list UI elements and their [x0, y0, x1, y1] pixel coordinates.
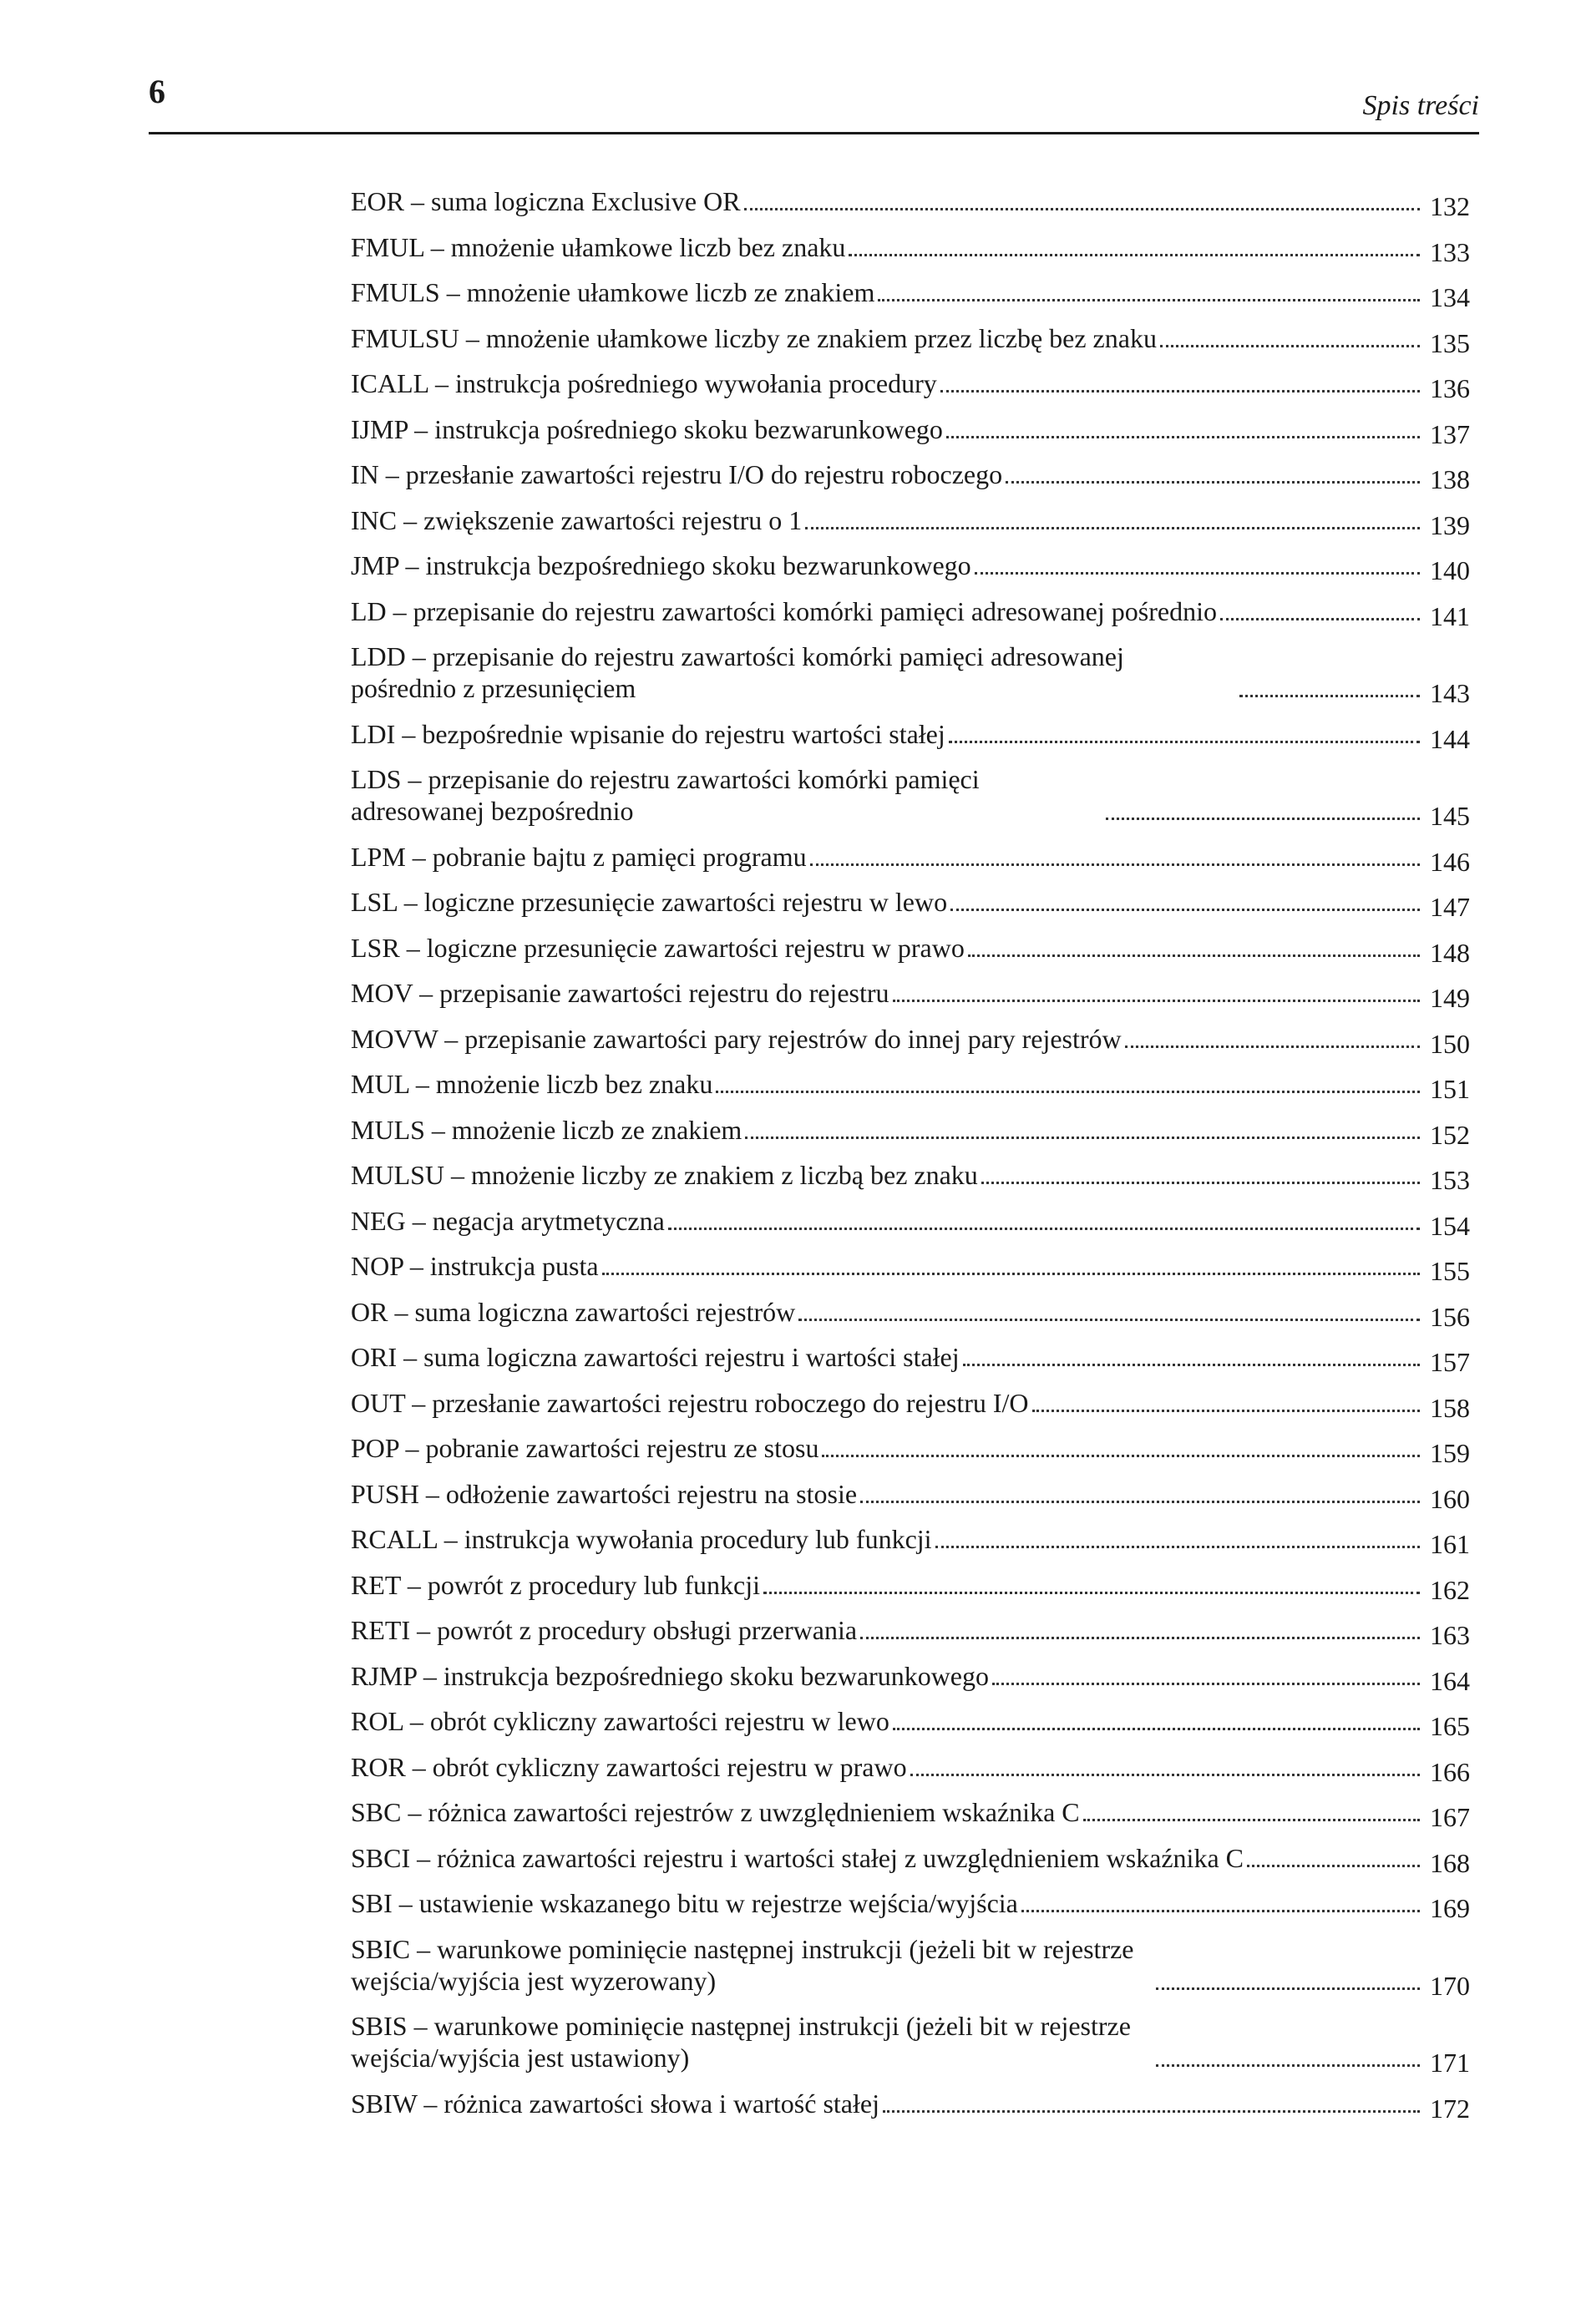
toc-dot-leader	[1156, 1987, 1420, 1990]
toc-entry-text: SBCI – różnica zawartości rejestru i wartości stałej z uwzględnieniem wskaźnika C	[351, 1842, 1244, 1873]
toc-entry-text: POP – pobranie zawartości rejestru ze stosu	[351, 1433, 819, 1463]
toc-dot-leader	[860, 1501, 1420, 1503]
toc-entry-text: OUT – przesłanie zawartości rejestru roboczego do rejestru I/O	[351, 1387, 1029, 1418]
toc-entry-text: LSR – logiczne przesunięcie zawartości rejestru w prawo	[351, 932, 965, 963]
toc-entry-sbi	[351, 1887, 1470, 1923]
toc-dot-leader	[1021, 1910, 1420, 1912]
toc-dot-leader	[878, 299, 1420, 301]
toc-entry-rcall	[351, 1523, 1470, 1559]
toc-entry-text: INC – zwiększenie zawartości rejestru o 1	[351, 504, 803, 535]
toc-entry-fmul	[351, 231, 1470, 267]
toc-entry-reti	[351, 1614, 1470, 1650]
toc-dot-leader	[1156, 2064, 1420, 2067]
toc-dot-leader	[1032, 1410, 1420, 1412]
toc-entry-ijmp	[351, 413, 1470, 449]
toc-page-number: 145	[1430, 801, 1470, 831]
toc-entry-text: MOVW – przepisanie zawartości pary rejestrów do innej pary rejestrów	[351, 1023, 1122, 1054]
toc-dot-leader	[602, 1273, 1420, 1275]
toc-entry-rjmp	[351, 1660, 1470, 1696]
toc-page-number: 166	[1430, 1756, 1470, 1787]
toc-entry-text: SBIW – różnica zawartości słowa i wartość stałej	[351, 2088, 879, 2119]
toc-dot-leader	[716, 1091, 1420, 1093]
toc-dot-leader	[910, 1774, 1420, 1776]
toc-entry-lpm	[351, 841, 1470, 877]
toc-dot-leader	[893, 1000, 1420, 1002]
toc-entry-icall	[351, 367, 1470, 403]
toc-page-number: 134	[1430, 282, 1470, 312]
toc-dot-leader	[893, 1728, 1420, 1730]
toc-entry-text: LDD – przepisanie do rejestru zawartości komórki pamięci adresowanej pośrednio z przesunięciem	[351, 641, 1124, 703]
toc-dot-leader	[668, 1228, 1420, 1230]
toc-entry-text: IN – przesłanie zawartości rejestru I/O do rejestru roboczego	[351, 459, 1003, 489]
toc-entry-text: LSL – logiczne przesunięcie zawartości rejestru w lewo	[351, 887, 948, 917]
toc-dot-leader	[860, 1637, 1420, 1639]
toc-entry-jmp	[351, 549, 1470, 585]
toc-entry-sbis	[351, 2010, 1470, 2078]
toc-page-number: 144	[1430, 723, 1470, 754]
toc-entry-push	[351, 1478, 1470, 1514]
running-title: Spis treści	[1362, 90, 1479, 121]
toc-page-number: 171	[1430, 2048, 1470, 2078]
toc-page-number: 164	[1430, 1665, 1470, 1696]
toc-page-number: 162	[1430, 1574, 1470, 1605]
toc-dot-leader	[1160, 345, 1420, 347]
toc-page-number: 156	[1430, 1301, 1470, 1332]
toc-dot-leader	[883, 2110, 1420, 2113]
toc-page-number: 165	[1430, 1711, 1470, 1741]
toc-page-number: 168	[1430, 1847, 1470, 1878]
toc-entry-text: MULSU – mnożenie liczby ze znakiem z liczbą bez znaku	[351, 1160, 978, 1190]
toc-page-number: 160	[1430, 1483, 1470, 1514]
toc-dot-leader	[849, 254, 1420, 256]
toc-entry-inc	[351, 504, 1470, 540]
toc-entry-or	[351, 1296, 1470, 1332]
toc-dot-leader	[992, 1683, 1420, 1685]
toc-dot-leader	[745, 1137, 1420, 1139]
toc-entry-text: ORI – suma logiczna zawartości rejestru i wartości stałej	[351, 1342, 960, 1372]
toc-entry-text: NEG – negacja arytmetyczna	[351, 1205, 665, 1236]
toc-entry-text: SBC – różnica zawartości rejestrów z uwzględnieniem wskaźnika C	[351, 1797, 1080, 1827]
toc-dot-leader	[798, 1319, 1420, 1321]
toc-entry-movw	[351, 1023, 1470, 1059]
toc-entry-text: FMULSU – mnożenie ułamkowe liczby ze znakiem przez liczbę bez znaku	[351, 322, 1157, 353]
toc-entry-sbiw	[351, 2088, 1470, 2124]
toc-entry-mulsu	[351, 1159, 1470, 1195]
toc-entry-rol	[351, 1705, 1470, 1741]
toc-page-number: 132	[1430, 191, 1470, 221]
toc-entry-text: NOP – instrukcja pusta	[351, 1251, 599, 1281]
toc-page-number: 154	[1430, 1210, 1470, 1241]
toc-entry-text: LDI – bezpośrednie wpisanie do rejestru wartości stałej	[351, 718, 945, 749]
toc-dot-leader	[1239, 695, 1420, 697]
toc-page-number: 149	[1430, 983, 1470, 1013]
toc-entry-text: JMP – instrukcja bezpośredniego skoku bezwarunkowego	[351, 550, 971, 580]
toc-page-number: 148	[1430, 937, 1470, 968]
toc-page-number: 172	[1430, 2093, 1470, 2124]
toc-page-number: 133	[1430, 236, 1470, 267]
toc-dot-leader	[805, 527, 1420, 529]
toc-page-number: 155	[1430, 1256, 1470, 1286]
toc-page-number: 163	[1430, 1620, 1470, 1650]
toc-entry-text: LD – przepisanie do rejestru zawartości komórki pamięci adresowanej pośrednio	[351, 595, 1217, 626]
toc-page-number: 137	[1430, 418, 1470, 449]
toc-dot-leader	[949, 741, 1420, 743]
toc-dot-leader	[744, 208, 1420, 210]
toc-entry-text: PUSH – odłożenie zawartości rejestru na stosie	[351, 1478, 858, 1509]
table-of-contents	[351, 185, 1470, 2133]
toc-page-number: 170	[1430, 1970, 1470, 2001]
toc-dot-leader	[1220, 618, 1420, 620]
toc-dot-leader	[935, 1546, 1420, 1548]
toc-entry-text: RJMP – instrukcja bezpośredniego skoku bezwarunkowego	[351, 1660, 989, 1691]
toc-entry-lds	[351, 763, 1470, 831]
toc-dot-leader	[1125, 1046, 1420, 1048]
toc-page-number: 141	[1430, 600, 1470, 631]
toc-entry-fmulsu	[351, 322, 1470, 358]
toc-entry-mov	[351, 977, 1470, 1013]
toc-entry-text: ROL – obrót cykliczny zawartości rejestru w lewo	[351, 1706, 889, 1736]
toc-entry-sbic	[351, 1933, 1470, 2001]
toc-entry-text: SBI – ustawienie wskazanego bitu w rejestrze wejścia/wyjścia	[351, 1888, 1018, 1918]
toc-page-number: 146	[1430, 846, 1470, 877]
toc-entry-text: IJMP – instrukcja pośredniego skoku bezwarunkowego	[351, 413, 943, 444]
toc-entry-text: MOV – przepisanie zawartości rejestru do rejestru	[351, 978, 889, 1008]
toc-entry-text: ROR – obrót cykliczny zawartości rejestru w prawo	[351, 1751, 907, 1782]
toc-dot-leader	[968, 954, 1420, 957]
toc-entry-neg	[351, 1205, 1470, 1241]
toc-dot-leader	[810, 863, 1420, 866]
toc-page-number: 167	[1430, 1802, 1470, 1832]
toc-page-number: 158	[1430, 1392, 1470, 1423]
toc-page-number: 159	[1430, 1438, 1470, 1468]
toc-dot-leader	[822, 1455, 1420, 1457]
toc-dot-leader	[963, 1364, 1420, 1366]
toc-entry-ldd	[351, 640, 1470, 708]
toc-entry-eor	[351, 185, 1470, 221]
toc-dot-leader	[1247, 1865, 1420, 1867]
header-rule	[149, 132, 1479, 134]
toc-entry-ror	[351, 1751, 1470, 1787]
toc-entry-muls	[351, 1114, 1470, 1150]
toc-entry-ret	[351, 1569, 1470, 1605]
toc-page-number: 143	[1430, 678, 1470, 708]
toc-dot-leader	[975, 572, 1420, 575]
toc-entry-text: LPM – pobranie bajtu z pamięci programu	[351, 841, 807, 872]
toc-page-number: 138	[1430, 464, 1470, 494]
toc-dot-leader	[950, 909, 1420, 911]
toc-page-number: 161	[1430, 1529, 1470, 1559]
toc-entry-text: LDS – przepisanie do rejestru zawartości komórki pamięci adresowanej bezpośrednio	[351, 764, 980, 826]
toc-entry-out	[351, 1387, 1470, 1423]
toc-entry-lsr	[351, 932, 1470, 968]
toc-page-number: 135	[1430, 327, 1470, 358]
toc-entry-text: SBIS – warunkowe pominięcie następnej instrukcji (jeżeli bit w rejestrze wejścia/wyjścia jest ustawiony)	[351, 2011, 1131, 2073]
toc-dot-leader	[981, 1182, 1420, 1184]
toc-dot-leader	[1006, 481, 1420, 484]
toc-entry-text: OR – suma logiczna zawartości rejestrów	[351, 1296, 796, 1327]
toc-entry-sbc	[351, 1796, 1470, 1832]
toc-page-number: 153	[1430, 1165, 1470, 1195]
toc-entry-mul	[351, 1068, 1470, 1104]
toc-page-number: 136	[1430, 373, 1470, 403]
toc-page-number: 152	[1430, 1119, 1470, 1150]
toc-dot-leader	[1106, 818, 1420, 820]
page-number: 6	[149, 73, 165, 110]
toc-entry-ori	[351, 1341, 1470, 1377]
toc-page-number: 140	[1430, 555, 1470, 585]
toc-entry-text: EOR – suma logiczna Exclusive OR	[351, 186, 741, 216]
toc-page-number: 150	[1430, 1028, 1470, 1059]
toc-page-number: 147	[1430, 892, 1470, 922]
toc-entry-in	[351, 458, 1470, 494]
toc-entry-nop	[351, 1250, 1470, 1286]
toc-dot-leader	[763, 1592, 1420, 1594]
toc-dot-leader	[946, 436, 1420, 438]
toc-entry-text: RCALL – instrukcja wywołania procedury lub funkcji	[351, 1524, 932, 1554]
toc-entry-text: ICALL – instrukcja pośredniego wywołania procedury	[351, 368, 937, 398]
toc-entry-ld	[351, 595, 1470, 631]
toc-entry-ldi	[351, 718, 1470, 754]
toc-page-number: 157	[1430, 1347, 1470, 1377]
toc-entry-fmuls	[351, 276, 1470, 312]
toc-entry-text: FMULS – mnożenie ułamkowe liczb ze znakiem	[351, 277, 875, 307]
toc-dot-leader	[940, 390, 1420, 392]
toc-entry-text: RET – powrót z procedury lub funkcji	[351, 1569, 760, 1600]
toc-entry-lsl	[351, 886, 1470, 922]
toc-dot-leader	[1083, 1819, 1420, 1821]
toc-entry-sbci	[351, 1842, 1470, 1878]
toc-page-number: 169	[1430, 1893, 1470, 1923]
toc-entry-text: SBIC – warunkowe pominięcie następnej instrukcji (jeżeli bit w rejestrze wejścia/wyjścia jest wyzerowany)	[351, 1933, 1134, 1996]
toc-entry-text: FMUL – mnożenie ułamkowe liczb bez znaku	[351, 231, 846, 262]
toc-entry-text: RETI – powrót z procedury obsługi przerwania	[351, 1615, 858, 1645]
toc-entry-pop	[351, 1432, 1470, 1468]
toc-entry-text: MULS – mnożenie liczb ze znakiem	[351, 1114, 742, 1145]
toc-page-number: 139	[1430, 509, 1470, 540]
toc-entry-text: MUL – mnożenie liczb bez znaku	[351, 1069, 713, 1099]
toc-page-number: 151	[1430, 1074, 1470, 1104]
